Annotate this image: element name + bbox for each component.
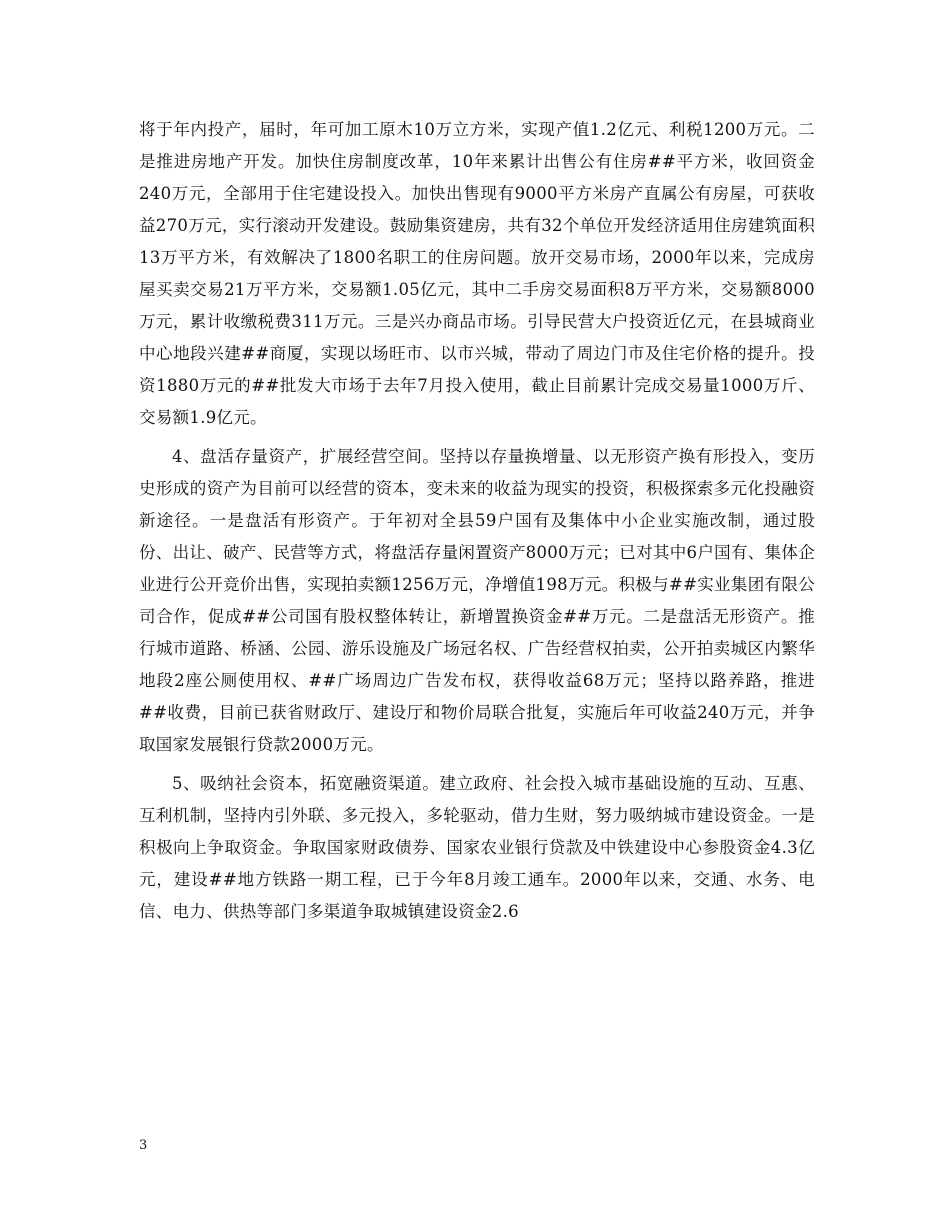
paragraph-section-5: 5、吸纳社会资本，拓宽融资渠道。建立政府、社会投入城市基础设施的互动、互惠、互利机制，坚持内引外联、多元投入，多轮驱动，借力生财，努力吸纳城市建设资金。一是积极向上争取资金。争取国家财政债券、国家农业银行贷款及中铁建设中心参股资金4.3亿元，建设##地方铁路一期工程，已于今年8月竣工通车。2000年以来，交通、水务、电信、电力、供热等部门多渠道争取城镇建设资金2.6 <box>139 774 815 921</box>
paragraph-continuation: 将于年内投产，届时，年可加工原木10万立方米，实现产值1.2亿元、利税1200万元。二是推进房地产开发。加快住房制度改革，10年来累计出售公有住房##平方米，收回资金240万元，全部用于住宅建设投入。加快出售现有9000平方米房产直属公有房屋，可获收益270万元，实行滚动开发建设。鼓励集资建房，共有32个单位开发经济适用住房建筑面积13万平方米，有效解决了1800名职工的住房问题。放开交易市场，2000年以来，完成房屋买卖交易21万平方米，交易额1.05亿元，其中二手房交易面积8万平方米，交易额8000万元，累计收缴税费311万元。三是兴办商品市场。引导民营大户投资近亿元，在县城商业中心地段兴建##商厦，实现以场旺市、以市兴城，带动了周边门市及住宅价格的提升。投资1880万元的##批发大市场于去年7月投入使用，截止目前累计完成交易量1000万斤、交易额1.9亿元。 <box>139 120 815 427</box>
page-number: 3 <box>139 1138 148 1153</box>
body-text <box>139 114 815 928</box>
paragraph-section-4: 4、盘活存量资产，扩展经营空间。坚持以存量换增量、以无形资产换有形投入，变历史形成的资产为目前可以经营的资本，变未来的收益为现实的投资，积极探索多元化投融资新途径。一是盘活有形资产。于年初对全县59户国有及集体中小企业实施改制，通过股份、出让、破产、民营等方式，将盘活存量闲置资产8000万元；已对其中6户国有、集体企业进行公开竞价出售，实现拍卖额1256万元，净增值198万元。积极与##实业集团有限公司合作，促成##公司国有股权整体转让，新增置换资金##万元。二是盘活无形资产。推行城市道路、桥涵、公园、游乐设施及广场冠名权、广告经营权拍卖，公开拍卖城区内繁华地段2座公厕使用权、##广场周边广告发布权，获得收益68万元；坚持以路养路，推进##收费，目前已获省财政厅、建设厅和物价局联合批复，实施后年可收益240万元，并争取国家发展银行贷款2000万元。 <box>139 447 815 754</box>
